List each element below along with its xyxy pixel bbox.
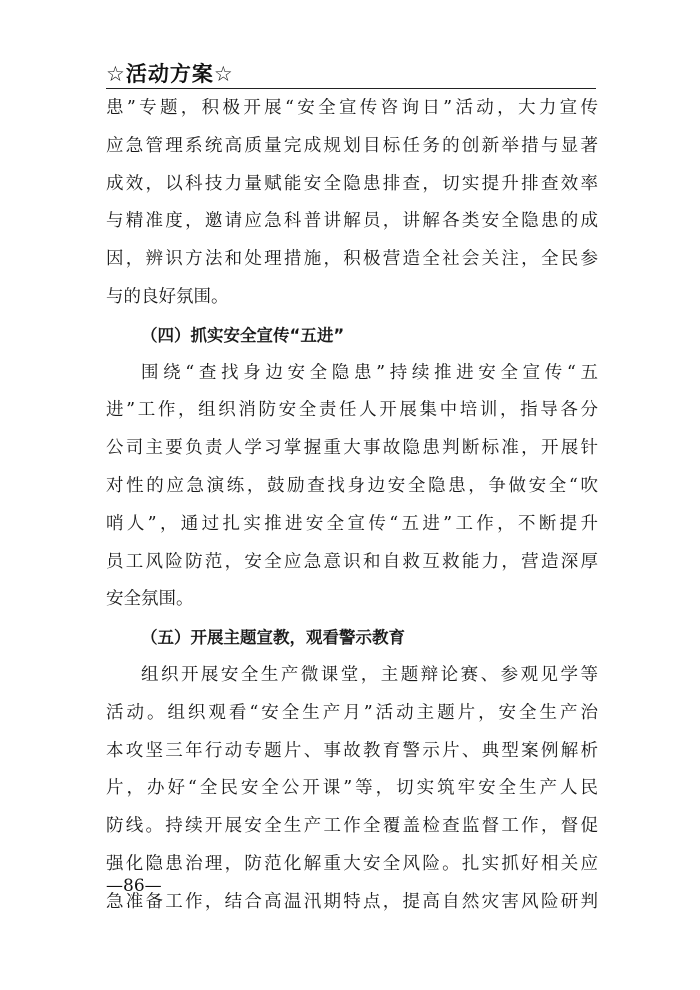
text-line: 员工风险防范，安全应急意识和自救互救能力，营造深厚 bbox=[106, 551, 598, 572]
text-line: 片，办好“全民安全公开课”等，切实筑牢安全生产人民 bbox=[106, 778, 598, 799]
section-heading: （四）抓实安全宣传“五进” bbox=[141, 325, 345, 345]
text-line: 强化隐患治理，防范化解重大安全风险。扎实抓好相关应 bbox=[106, 853, 598, 874]
text-line: 对性的应急演练，鼓励查找身边安全隐患，争做安全“吹 bbox=[106, 475, 598, 496]
text-line: 患”专题，积极开展“安全宣传咨询日”活动，大力宣传 bbox=[106, 98, 598, 118]
text-line: 急准备工作，结合高温汛期特点，提高自然灾害风险研判 bbox=[106, 891, 598, 912]
text-line: 哨人”，通过扎实推进安全宣传“五进”工作，不断提升 bbox=[106, 513, 598, 534]
header-divider bbox=[106, 88, 596, 89]
text-line: 围绕“查找身边安全隐患”持续推进安全宣传“五 bbox=[141, 362, 598, 383]
text-line: 成效，以科技力量赋能安全隐患排查，切实提升排查效率 bbox=[106, 173, 598, 194]
text-line: 与精准度，邀请应急科普讲解员，讲解各类安全隐患的成 bbox=[106, 211, 598, 232]
text-line: 因，辨识方法和处理措施，积极营造全社会关注，全民参 bbox=[106, 249, 598, 270]
text-line: 组织开展安全生产微课堂，主题辩论赛、参观见学等 bbox=[141, 664, 598, 685]
header-title: ☆活动方案☆ bbox=[106, 62, 234, 86]
section-heading: （五）开展主题宣教，观看警示教育 bbox=[141, 628, 405, 648]
text-line: 活动。组织观看“安全生产月”活动主题片，安全生产治 bbox=[106, 702, 598, 723]
text-line: 公司主要负责人学习掌握重大事故隐患判断标准，开展针 bbox=[106, 438, 598, 459]
text-line: 应急管理系统高质量完成规划目标任务的创新举措与显著 bbox=[106, 135, 598, 156]
text-line: 与的良好氛围。 bbox=[106, 286, 229, 307]
text-line: 进”工作，组织消防安全责任人开展集中培训，指导各分 bbox=[106, 400, 598, 421]
page-number: —86— bbox=[106, 876, 162, 896]
text-line: 防线。持续开展安全生产工作全覆盖检查监督工作，督促 bbox=[106, 816, 598, 837]
text-line: 安全氛围。 bbox=[106, 589, 194, 610]
text-line: 本攻坚三年行动专题片、事故教育警示片、典型案例解析 bbox=[106, 740, 598, 761]
body-text bbox=[106, 90, 598, 922]
